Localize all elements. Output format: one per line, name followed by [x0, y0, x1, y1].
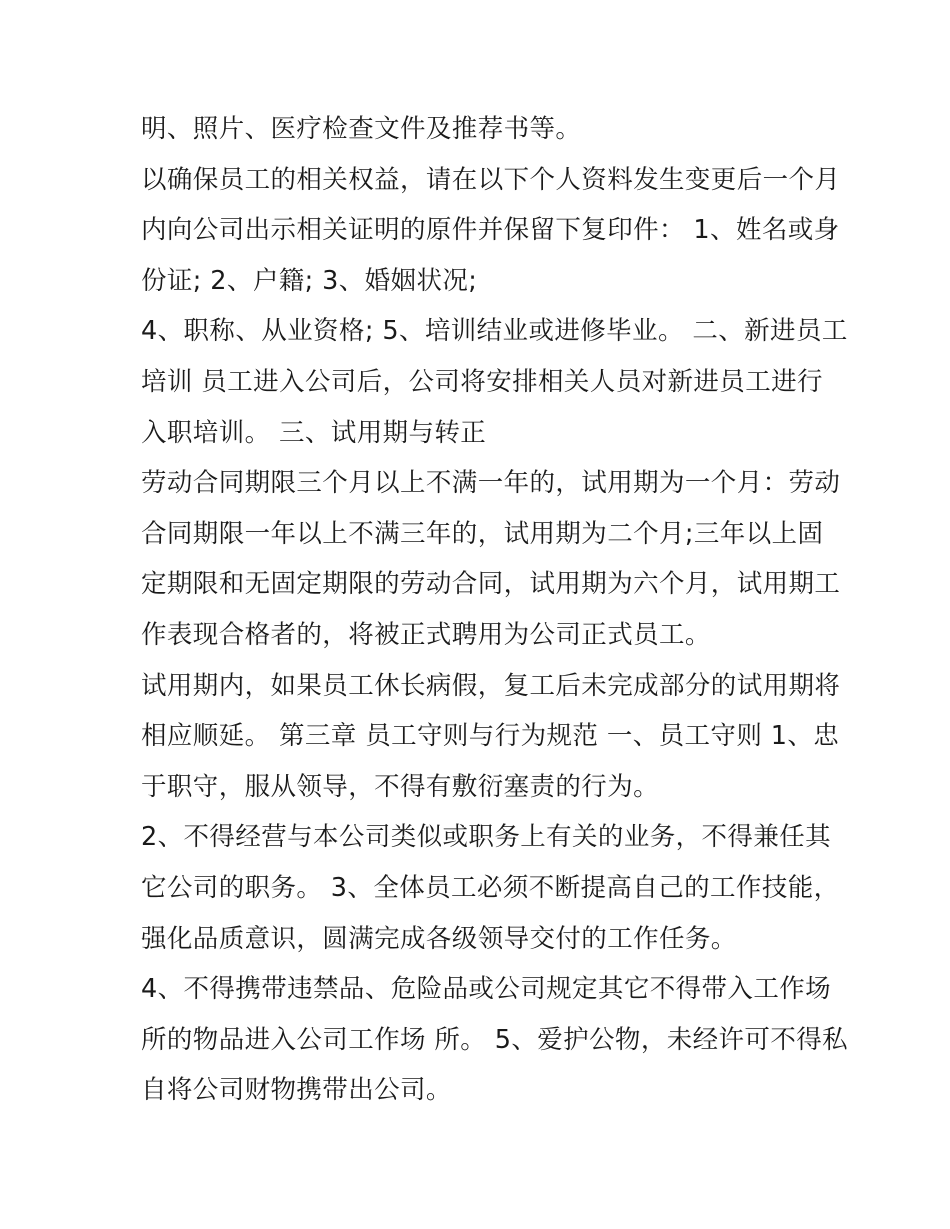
text-line: 自将公司财物携带出公司。	[141, 1075, 452, 1106]
text-line: 4、职称、从业资格; 5、培训结业或进修毕业。 二、新进员工	[141, 316, 848, 347]
text-line: 强化品质意识，圆满完成各级领导交付的工作任务。	[141, 923, 737, 954]
text-line: 培训 员工进入公司后，公司将安排相关人员对新进员工进行	[141, 366, 823, 397]
text-line: 所的物品进入公司工作场 所。 5、爱护公物，未经许可不得私	[141, 1024, 849, 1055]
text-line: 明、照片、医疗检查文件及推荐书等。	[141, 114, 582, 144]
text-line: 它公司的职务。 3、全体员工必须不断提高自己的工作技能，	[141, 872, 840, 903]
text-line: 试用期内，如果员工休长病假，复工后未完成部分的试用期将	[141, 670, 841, 701]
text-line: 相应顺延。 第三章 员工守则与行为规范 一、员工守则 1、忠	[141, 721, 840, 752]
text-line: 于职守，服从领导，不得有敷衍塞责的行为。	[141, 771, 660, 802]
text-line: 内向公司出示相关证明的原件并保留下复印件： 1、姓名或身	[141, 215, 840, 246]
text-line: 份证; 2、户籍; 3、婚姻状况;	[141, 265, 478, 296]
document-body	[141, 104, 849, 1116]
text-line: 以确保员工的相关权益，请在以下个人资料发生变更后一个月	[141, 164, 841, 195]
text-line: 劳动合同期限三个月以上不满一年的，试用期为一个月：劳动	[141, 468, 841, 499]
text-line: 4、不得携带违禁品、危险品或公司规定其它不得带入工作场	[141, 974, 832, 1005]
text-line: 2、不得经营与本公司类似或职务上有关的业务，不得兼任其	[141, 822, 832, 853]
text-line: 合同期限一年以上不满三年的，试用期为二个月;三年以上固	[141, 518, 824, 549]
text-line: 定期限和无固定期限的劳动合同，试用期为六个月，试用期工	[141, 569, 841, 600]
text-line: 入职培训。 三、试用期与转正	[141, 417, 487, 448]
text-line: 作表现合格者的，将被正式聘用为公司正式员工。	[141, 619, 711, 650]
